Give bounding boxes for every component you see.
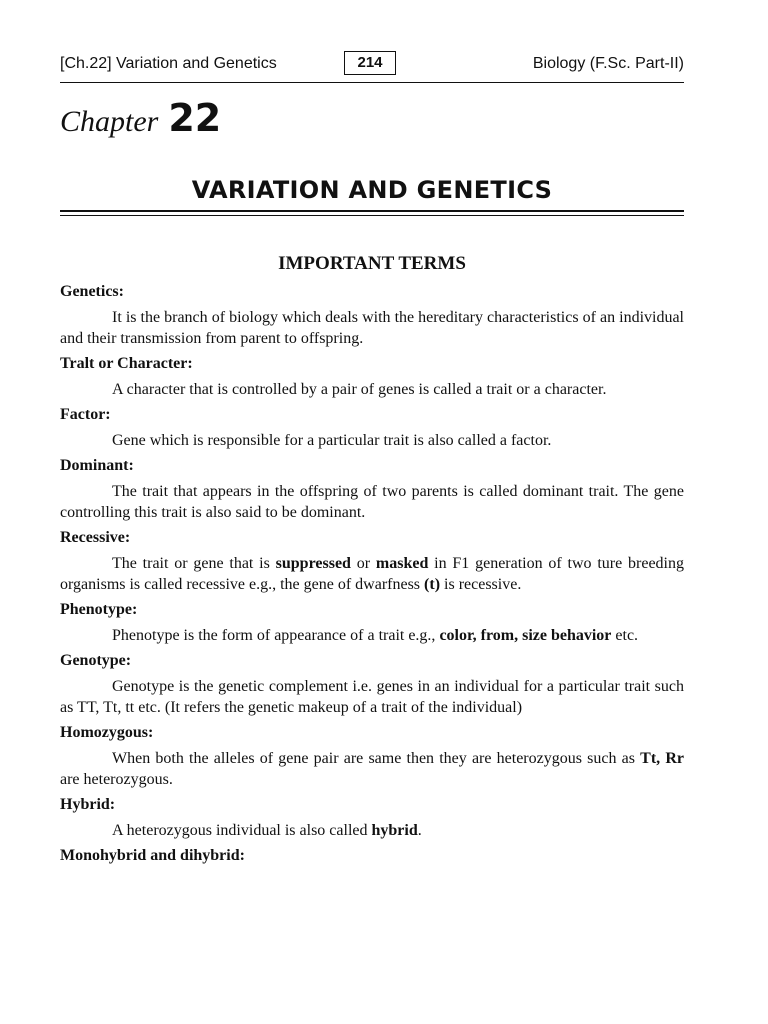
term-definition: [60, 748, 684, 790]
definition-text: are heterozygous.: [60, 771, 173, 788]
term-definition: Genotype is the genetic complement i.e. genes in an individual for a particular trait such as TT, Tt, tt etc. (It refers the genetic makeup of a trait of the individual): [60, 678, 684, 716]
bold-term-suppressed: suppressed: [275, 555, 351, 572]
definition-text: A heterozygous individual is also called: [112, 822, 372, 839]
running-header: [60, 50, 684, 82]
chapter-number: 22: [168, 96, 222, 140]
chapter-heading: [60, 96, 221, 140]
definition-text: Phenotype is the form of appearance of a trait e.g.,: [112, 627, 440, 644]
bold-term-t: (t): [424, 576, 441, 593]
term-heading: Hybrid:: [60, 796, 116, 813]
term-recessive: [60, 527, 684, 595]
document-page: [60, 0, 684, 1024]
definition-text: .: [417, 822, 422, 839]
header-chapter-label: [Ch.22] Variation and Genetics: [60, 55, 277, 72]
title-rule-thin: [60, 215, 684, 216]
header-rule: [60, 82, 684, 83]
term-heading: Phenotype:: [60, 601, 138, 618]
term-genetics: [60, 281, 684, 349]
term-phenotype: [60, 599, 684, 646]
bold-term-examples: color, from, size behavior: [439, 627, 612, 644]
term-definition: Gene which is responsible for a particular trait is also called a factor.: [112, 432, 552, 449]
definition-text: in F1 generation of two ture breeding organisms is called recessive e.g., the gene of dwarfness: [60, 555, 685, 593]
definition-text: The trait or gene that is: [112, 555, 276, 572]
page-number-box: 214: [344, 51, 396, 75]
term-heading: Factor:: [60, 406, 111, 423]
term-definition: [60, 625, 684, 646]
term-heading: Monohybrid and dihybrid:: [60, 847, 245, 864]
terms-list: [60, 281, 684, 871]
definition-text: is recessive.: [440, 576, 522, 593]
bold-term-masked: masked: [375, 555, 429, 572]
term-homozygous: [60, 722, 684, 790]
term-factor: [60, 404, 684, 451]
term-heading: Genetics:: [60, 283, 124, 300]
term-definition: [60, 553, 684, 595]
term-definition: [60, 820, 684, 841]
term-heading: Dominant:: [60, 457, 134, 474]
bold-term-examples: Tt, Rr: [640, 750, 684, 767]
term-heading: Tralt or Character:: [60, 355, 193, 372]
term-definition: The trait that appears in the offspring of two parents is called dominant trait. The gene controlling this trait is also said to be dominant.: [60, 483, 684, 521]
term-trait: [60, 353, 684, 400]
chapter-title: VARIATION AND GENETICS: [191, 176, 553, 204]
term-definition: A character that is controlled by a pair of genes is called a trait or a character.: [112, 381, 607, 398]
term-genotype: [60, 650, 684, 718]
term-heading: Recessive:: [60, 529, 131, 546]
term-definition: It is the branch of biology which deals with the hereditary characteristics of an individual and their transmission from parent to offspring.: [60, 309, 684, 347]
term-heading: Genotype:: [60, 652, 132, 669]
term-hybrid: [60, 794, 684, 841]
chapter-word: Chapter: [60, 105, 159, 138]
definition-text: When both the alleles of gene pair are same then they are heterozygous such as: [112, 750, 641, 767]
definition-text: or: [350, 555, 376, 572]
bold-term-hybrid: hybrid: [371, 822, 418, 839]
term-heading: Homozygous:: [60, 724, 154, 741]
section-title: IMPORTANT TERMS: [278, 253, 466, 274]
term-monohybrid: [60, 845, 684, 866]
term-dominant: [60, 455, 684, 523]
title-rule-thick: [60, 210, 684, 212]
header-book-title: Biology (F.Sc. Part-II): [532, 55, 684, 72]
definition-text: etc.: [611, 627, 639, 644]
